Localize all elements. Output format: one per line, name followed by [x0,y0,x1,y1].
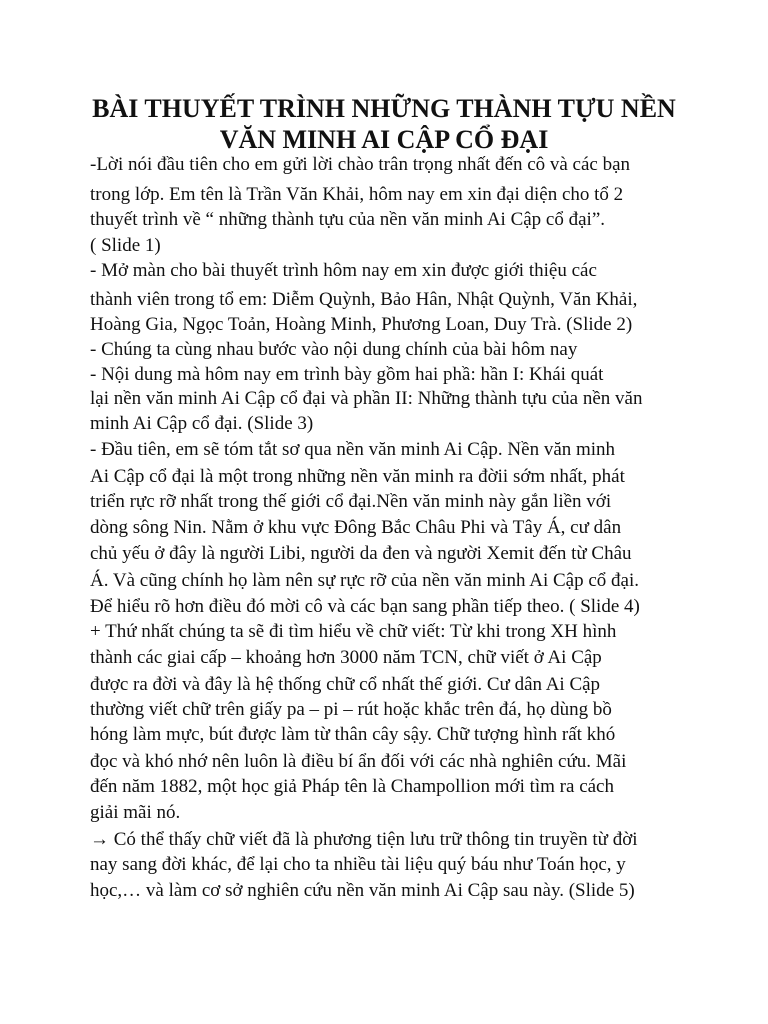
body-line: + Thứ nhất chúng ta sẽ đi tìm hiểu về chữ viết: Từ khi trong XH hình [90,621,617,642]
body-line: minh Ai Cập cổ đại. (Slide 3) [90,413,314,434]
body-line: đọc và khó nhớ nên luôn là điều bí ẩn đối với các nhà nghiên cứu. Mãi [90,751,627,772]
body-line: - Nội dung mà hôm nay em trình bày gồm hai phầ: hần I: Khái quát [90,364,604,385]
body-line: thành các giai cấp – khoảng hơn 3000 năm TCN, chữ viết ở Ai Cập [90,647,602,668]
body-line: Ai Cập cổ đại là một trong những nền văn minh ra đờii sớm nhất, phát [90,466,625,487]
body-line: được ra đời và đây là hệ thống chữ cổ nhất thế giới. Cư dân Ai Cập [90,674,601,695]
body-line: - Mở màn cho bài thuyết trình hôm nay em xin được giới thiệu các [90,260,597,281]
body-line: nay sang đời khác, để lại cho ta nhiều tài liệu quý báu như Toán học, y [90,854,626,875]
document-title-line-1: BÀI THUYẾT TRÌNH NHỮNG THÀNH TỰU NỀN [92,94,676,123]
body-line: Hoàng Gia, Ngọc Toản, Hoàng Minh, Phương Loan, Duy Trà. (Slide 2) [90,314,633,335]
body-line: - Đầu tiên, em sẽ tóm tắt sơ qua nền văn minh Ai Cập. Nền văn minh [90,439,616,460]
document-title-line-2: VĂN MINH AI CẬP CỔ ĐẠI [219,125,549,154]
body-line: hóng làm mực, bút được làm từ thân cây sậy. Chữ tượng hình rất khó [90,724,616,745]
body-line: Á. Và cũng chính họ làm nên sự rực rỡ của nền văn minh Ai Cập cổ đại. [90,570,639,591]
body-line: -Lời nói đầu tiên cho em gửi lời chào trân trọng nhất đến cô và các bạn [90,154,631,175]
body-line: triển rực rỡ nhất trong thế giới cổ đại.Nền văn minh này gắn liền với [90,491,612,512]
body-line: đến năm 1882, một học giả Pháp tên là Champollion mới tìm ra cách [90,776,614,797]
body-line: thuyết trình về “ những thành tựu của nền văn minh Ai Cập cổ đại”. [90,209,606,230]
body-line: thành viên trong tổ em: Diễm Quỳnh, Bảo Hân, Nhật Quỳnh, Văn Khải, [90,289,638,310]
body-line: trong lớp. Em tên là Trần Văn Khải, hôm nay em xin đại diện cho tổ 2 [90,184,624,205]
body-line: lại nền văn minh Ai Cập cổ đại và phần II: Những thành tựu của nền văn [90,388,643,409]
body-line: ( Slide 1) [90,235,161,256]
body-line: học,… và làm cơ sở nghiên cứu nền văn minh Ai Cập sau này. (Slide 5) [90,880,635,901]
body-line: dòng sông Nin. Nằm ở khu vực Đông Bắc Châu Phi và Tây Á, cư dân [90,517,622,538]
body-line: chủ yếu ở đây là người Libi, người da đen và người Xemit đến từ Châu [90,543,632,564]
body-line: - Chúng ta cùng nhau bước vào nội dung chính của bài hôm nay [90,339,578,360]
body-line: thường viết chữ trên giấy pa – pi – rút hoặc khắc trên đá, họ dùng bồ [90,699,612,720]
body-line: Để hiểu rõ hơn điều đó mời cô và các bạn sang phần tiếp theo. ( Slide 4) [90,596,640,617]
body-line: giải mãi nó. [90,802,181,823]
body-line: → Có thể thấy chữ viết đã là phương tiện lưu trữ thông tin truyền từ đời [90,829,638,850]
